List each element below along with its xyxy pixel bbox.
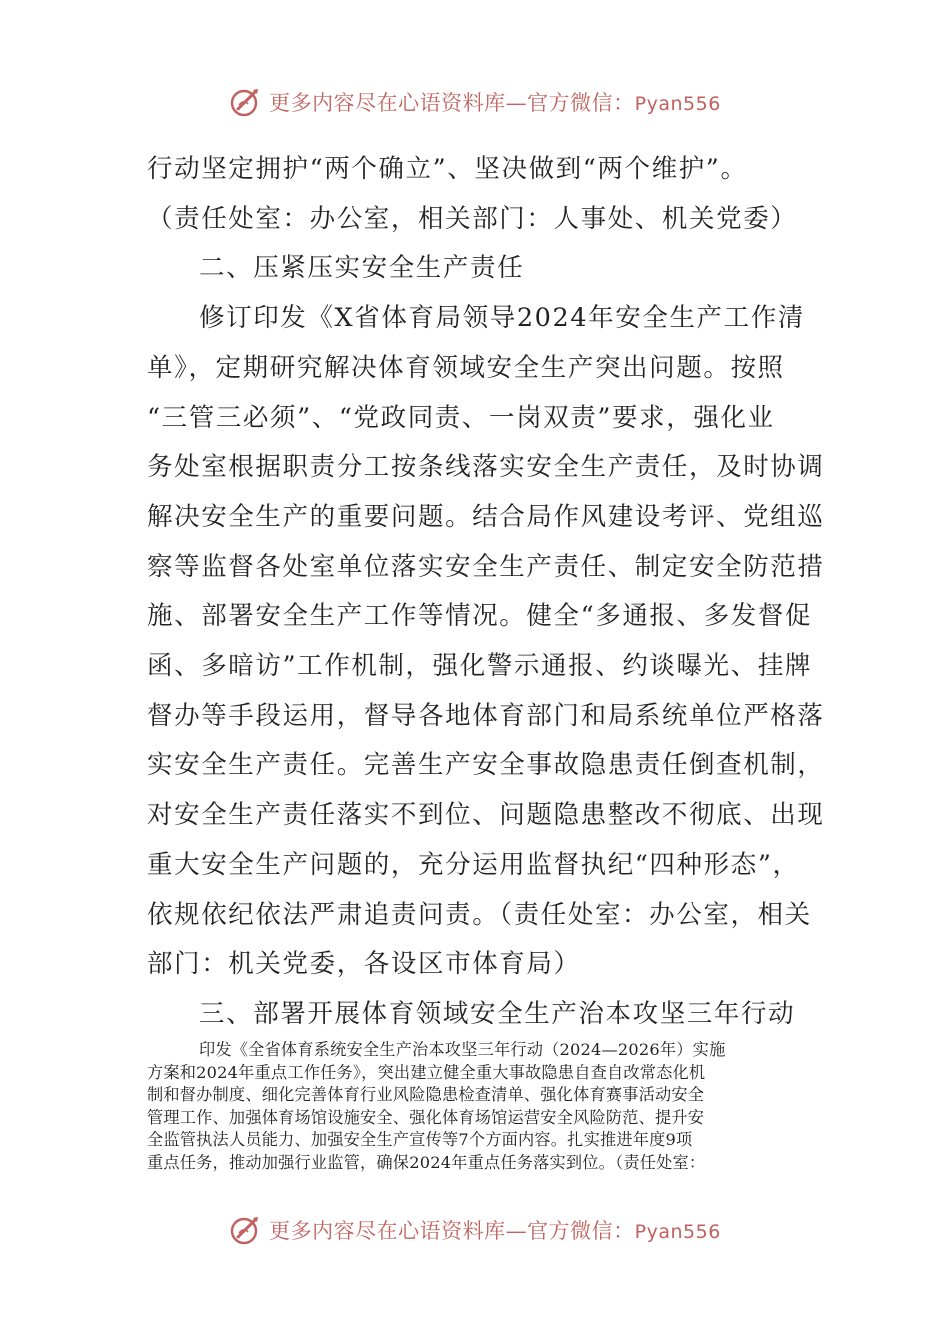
body-line: 函、多暗访”工作机制，强化警示通报、约谈曝光、挂牌 [147,651,813,682]
footer-watermark-banner [0,1210,950,1250]
pen-circle-logo-icon [229,85,263,119]
watermark-brand: Pyan556 [634,1221,721,1243]
body-line: 解决安全生产的重要问题。结合局作风建设考评、党组巡 [147,501,825,532]
body-line: 重大安全生产问题的，充分运用监督执纪“四种形态”， [147,849,800,880]
watermark-text: 更多内容尽在心语资料库—官方微信：Pyan556 [269,1219,721,1243]
header-watermark-banner [0,82,950,122]
body-line: “三管三必须”、“党政同责、一岗双责”要求，强化业 [147,402,775,433]
watermark-text: 更多内容尽在心语资料库—官方微信：Pyan556 [269,91,721,115]
body-line: 施、部署安全生产工作等情况。健全“多通报、多发督促 [147,601,813,632]
body-line: （责任处室：办公室，相关部门：人事处、机关党委） [147,203,798,234]
body-line: 行动坚定拥护“两个确立”、坚决做到“两个维护”。 [147,154,748,184]
small-line: 印发《全省体育系统安全生产治本攻坚三年行动（2024—2026年）实施 [199,1040,726,1059]
small-line: 方案和2024年重点工作任务》，突出建立健全重大事故隐患自查自改常态化机 [147,1062,706,1082]
body-line: 依规依纪依法严肃追责问责。（责任处室：办公室，相关 [147,899,812,930]
body-line: 务处室根据职责分工按条线落实安全生产责任，及时协调 [147,452,825,483]
body-line: 对安全生产责任落实不到位、问题隐患整改不彻底、出现 [147,800,825,831]
small-line: 制和督办制度、细化完善体育行业风险隐患检查清单、强化体育赛事活动安全 [147,1085,705,1105]
small-line: 全监管执法人员能力、加强安全生产宣传等7个方面内容。扎实推进年度9项 [147,1130,693,1150]
watermark-brand: Pyan556 [634,93,721,115]
body-line: 督办等手段运用，督导各地体育部门和局系统单位严格落 [147,700,825,731]
body-line: 部门：机关党委，各设区市体育局） [147,949,581,980]
small-line: 管理工作、加强体育场馆设施安全、强化体育场馆运营安全风险防范、提升安 [147,1107,705,1127]
pen-circle-logo-icon [229,1213,263,1247]
body-line: 修订印发《X省体育局领导2024年安全生产工作清 [199,303,805,334]
small-line: 重点任务，推动加强行业监管，确保2024年重点任务落实到位。（责任处室： [147,1152,706,1172]
body-line: 实安全生产责任。完善生产安全事故隐患责任倒查机制， [147,750,825,781]
section-heading: 三、部署开展体育领域安全生产治本攻坚三年行动 [199,998,796,1029]
body-line: 单》，定期研究解决体育领域安全生产突出问题。按照 [147,352,785,383]
small-text-paragraph [147,1039,807,1175]
document-body [147,145,825,1040]
body-line: 察等监督各处室单位落实安全生产责任、制定安全防范措 [147,551,825,582]
section-heading: 二、压紧压实安全生产责任 [199,253,525,284]
